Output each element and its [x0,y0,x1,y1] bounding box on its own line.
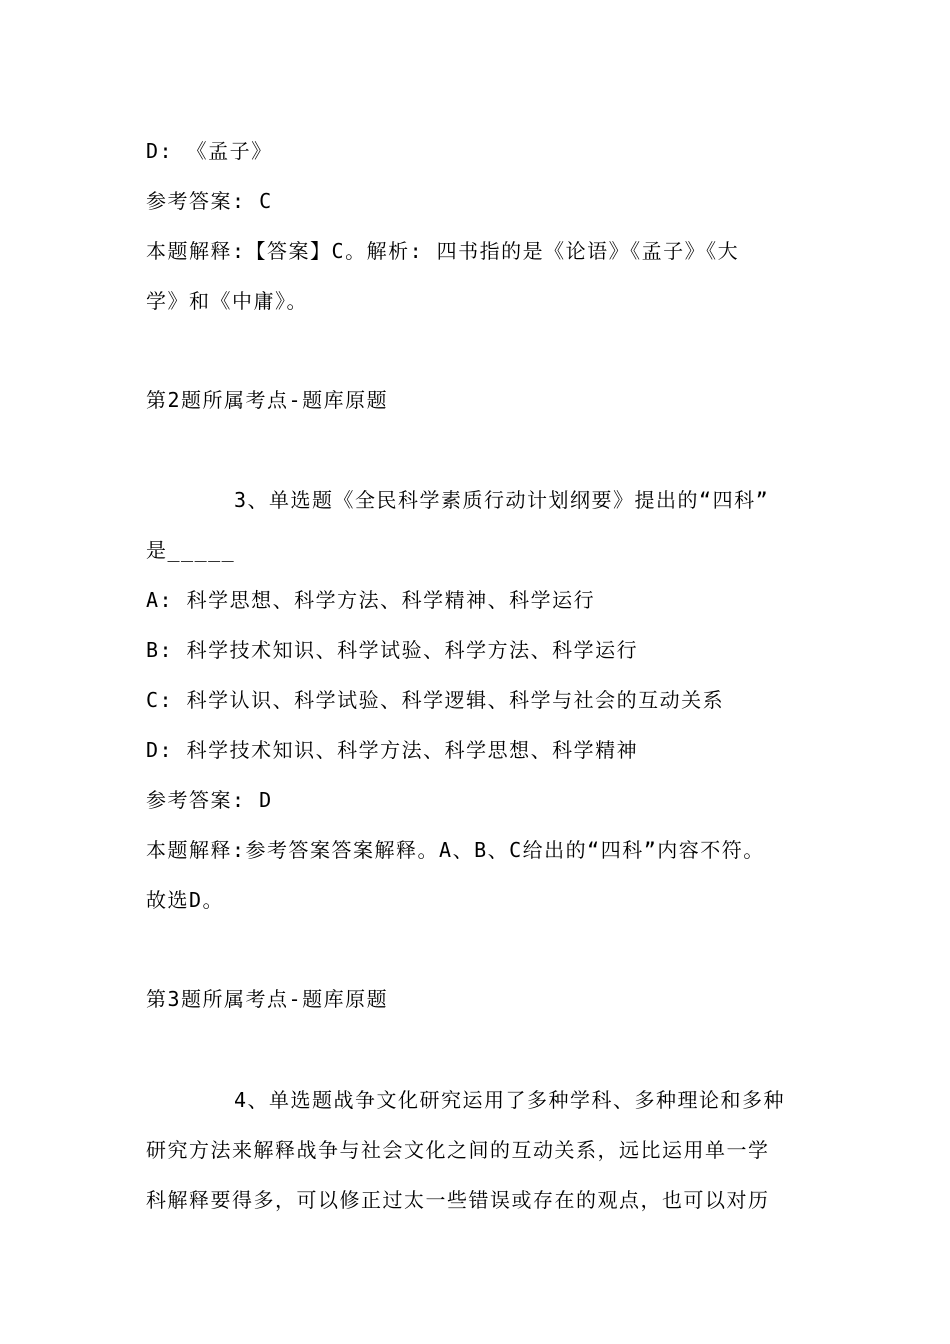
q4-stem-line-2: 研究方法来解释战争与社会文化之间的互动关系，远比运用单一学 [146,1138,770,1162]
q3-source-label: 第3题所属考点-题库原题 [146,987,389,1011]
q2-source-label: 第2题所属考点-题库原题 [146,388,389,412]
q2-option-d: D: 《孟子》 [146,139,273,163]
q3-option-d: D: 科学技术知识、科学方法、科学思想、科学精神 [146,738,639,762]
q3-stem-line-2: 是_____ [146,538,236,562]
q4-stem-line-3: 科解释要得多，可以修正过太一些错误或存在的观点，也可以对历 [146,1188,770,1212]
q3-answer: 参考答案: D [146,788,273,812]
q3-explanation-line-2: 故选D。 [146,888,225,912]
q3-stem-line-1: 3、单选题《全民科学素质行动计划纲要》提出的“四科” [234,488,770,512]
q3-explanation-line-1: 本题解释:参考答案答案解释。A、B、C给出的“四科”内容不符。 [146,838,765,862]
q3-option-c: C: 科学认识、科学试验、科学逻辑、科学与社会的互动关系 [146,688,725,712]
q2-explanation-line-1: 本题解释:【答案】C。解析: 四书指的是《论语》《孟子》《大 [146,239,740,263]
q2-explanation-line-2: 学》和《中庸》。 [146,289,308,313]
q3-option-b: B: 科学技术知识、科学试验、科学方法、科学运行 [146,638,639,662]
q3-option-a: A: 科学思想、科学方法、科学精神、科学运行 [146,588,596,612]
q4-stem-line-1: 4、单选题战争文化研究运用了多种学科、多种理论和多种 [234,1088,786,1112]
q2-answer: 参考答案: C [146,189,273,213]
